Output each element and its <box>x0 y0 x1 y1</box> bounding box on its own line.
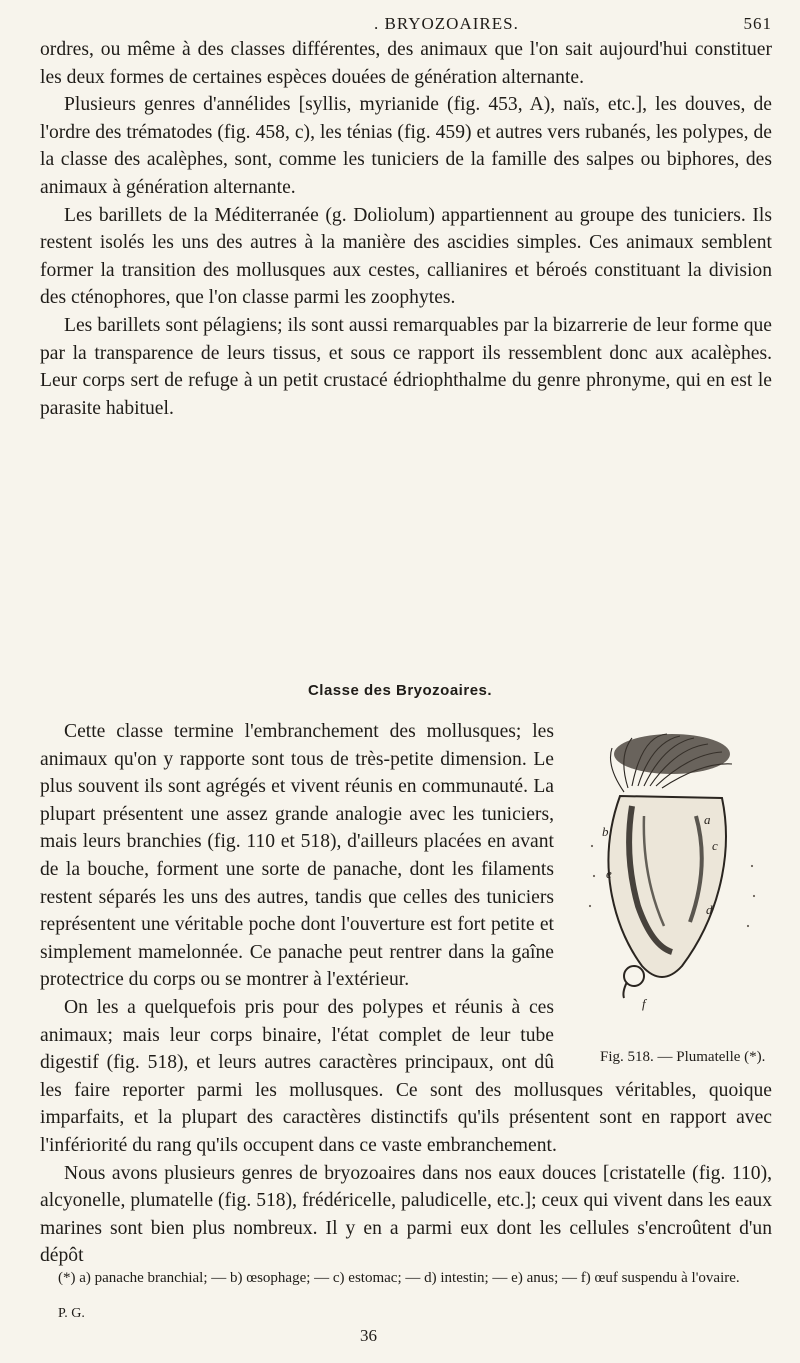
text-block-top <box>40 36 772 422</box>
paragraph: Les barillets sont pélagiens; ils sont aussi remarquables par la bizarrerie de leur forme que par la transparence de leurs tissus, et sous ce rapport ils ressemblent donc aux acalèphes. Leur corps sert de refuge à un petit crustacé édriophthalme du genre phronyme, qui en est le parasite habituel. <box>40 314 772 419</box>
signature-mark: P. G. <box>58 1306 85 1321</box>
paragraph <box>40 718 772 1065</box>
figure-caption: Fig. 518. — Plumatelle (*). <box>600 1049 766 1065</box>
figure-letter: e <box>606 866 612 881</box>
figure-letter: d <box>706 902 713 917</box>
running-head <box>40 8 772 38</box>
figure-letter: c <box>712 838 718 853</box>
section-heading: Classe des Bryozoaires. <box>307 682 493 699</box>
running-head-title: . BRYOZOAIRES. <box>374 14 519 33</box>
figure-letter: f <box>642 996 646 1011</box>
paragraph: Les barillets de la Méditerranée (g. Doliolum) appartiennent au groupe des tuniciers. Ils restent isolés les uns des autres à la manière des ascidies simples. Ces animaux semblent former la transition des mollusques aux cestes, callianires et béroés constituant la division des cténophores, que l'on classe parmi les zoophytes. <box>40 204 772 309</box>
figure-letter: a <box>704 812 711 827</box>
paragraph: Nous avons plusieurs genres de bryozoaires dans nos eaux douces [cristatelle (fig. 110), alcyonelle, plumatelle (fig. 518), frédéricelle, paludicelle, etc.]; ceux qui vivent dans les eaux marines sont bien plus nombreux. Il y en a parmi eux dont les cellules s'encroûtent d'un dépôt <box>40 1162 772 1267</box>
text-block-bottom <box>40 718 772 1270</box>
figure-518 <box>572 726 772 1066</box>
paragraph: On les a quelquefois pris pour des polypes et réunis à ces animaux; mais leur corps binaire, l'état complet de leur tube digestif (fig. 518), et leurs autres caractères principaux, ont dû les faire reporter parmi les mollusques. Ce sont des mollusques véritables, quoique imparfaits, et la plupart des caractères distinctifs qu'ils présentent sont en rapport avec l'infériorité du rang qu'ils occupent dans ce vaste embranchement. <box>40 996 772 1156</box>
paragraph: ordres, ou même à des classes différentes, des animaux que l'on sait aujourd'hui constituer les deux formes de certaines espèces douées de génération alternante. <box>40 39 772 88</box>
page-number: 561 <box>743 14 772 33</box>
footnote: (*) a) panache branchial; — b) œsophage; — c) estomac; — d) intestin; — e) anus; — f) œuf suspendu à l'ovaire. <box>58 1270 740 1286</box>
paragraph-text: Cette classe termine l'embranchement des mollusques; les animaux qu'on y rapporte sont tous de très-petite dimension. Le plus souvent ils sont agrégés et vivent réunis en communauté. La plupart présentent une assez grande analogie avec les tuniciers, mais leurs branchies (fig. 110 et 518), d'ailleurs placées en avant de la bouche, forment une sorte de panache, dont les filaments restent séparés les uns des autres, tandis que celles des tuniciers représentent une véritable poche dont l'ouverture est fort petite et simplement mamelonnée. Ce panache peut rentrer dans la gaîne protectrice du corps ou se montrer à l'extérieur. <box>40 721 554 991</box>
folio-number: 36 <box>360 1326 377 1345</box>
figure-letter: b <box>602 824 609 839</box>
paragraph: Plusieurs genres d'annélides [syllis, myrianide (fig. 453, A), naïs, etc.], les douves, de l'ordre des trématodes (fig. 458, c), les ténias (fig. 459) et autres vers rubanés, les polypes, de la classe des acalèphes, sont, comme les tuniciers de la famille des salpes ou biphores, des animaux à génération alternante. <box>40 94 772 198</box>
plumatelle-illustration <box>572 726 772 1026</box>
